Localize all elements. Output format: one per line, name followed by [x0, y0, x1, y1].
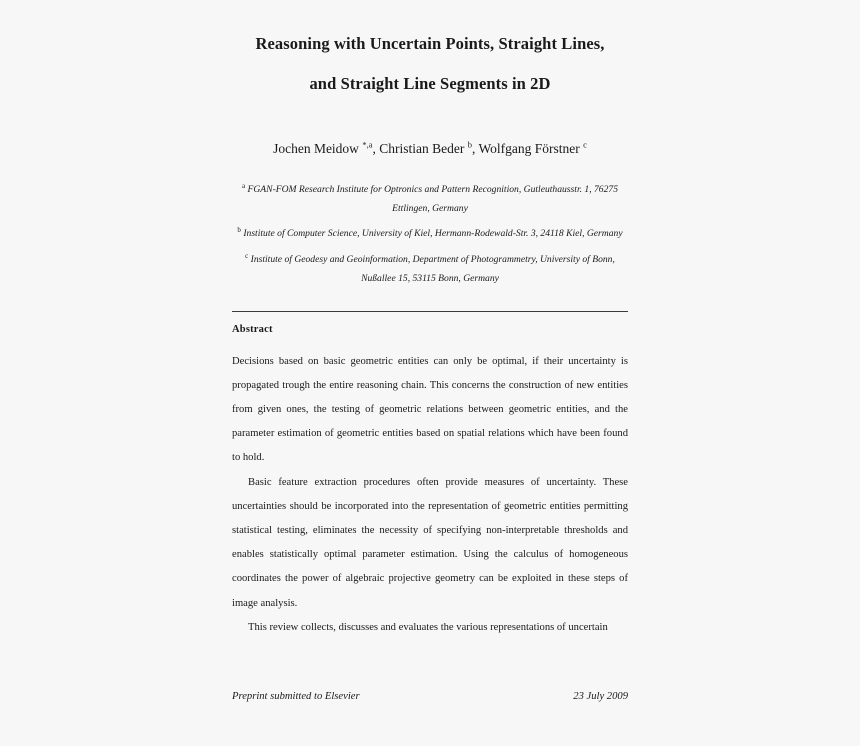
author-name: Jochen Meidow	[273, 141, 359, 156]
affiliation-b	[232, 225, 628, 244]
abstract-paragraph-2: Basic feature extraction procedures often provide measures of uncertainty. These uncertainties should be incorporated into the representation of geometric entities permitting statistical testing, eliminates the necessity of specifying non-interpretable thresholds and enables statistically optimal parameter estimation. Using the calculus of homogeneous coordinates the power of algebraic projective geometry can be exploited in these steps of image analysis.	[232, 476, 628, 609]
abstract-divider	[232, 311, 628, 312]
author-marks: *,a	[362, 139, 373, 150]
title-line-2: and Straight Line Segments in 2D	[309, 73, 551, 93]
author-list	[232, 141, 628, 157]
affiliation-a	[232, 181, 628, 218]
abstract-paragraph-3: This review collects, discusses and evaluates the various representations of uncertain	[248, 621, 608, 633]
affiliation-list	[232, 181, 628, 289]
author-name: Christian Beder	[379, 141, 465, 156]
affiliation-text: FGAN-FOM Research Institute for Optronics and Pattern Recognition, Gutleuthausstr. 1, 76275 Ettlingen, Germany	[247, 184, 618, 214]
page-footer	[232, 691, 628, 702]
author-marks: b	[467, 139, 472, 150]
affiliation-mark: b	[237, 226, 241, 235]
affiliation-text: Institute of Computer Science, University of Kiel, Hermann-Rodewald-Str. 3, 24118 Kiel, Germany	[243, 228, 623, 240]
author-entry	[478, 141, 586, 156]
abstract-body	[232, 350, 628, 640]
footer-right-date: 23 July 2009	[573, 691, 628, 702]
affiliation-c	[232, 251, 628, 288]
author-separator: ,	[471, 141, 479, 156]
author-marks: c	[583, 139, 587, 150]
affiliation-mark: a	[242, 181, 246, 190]
abstract-paragraph-1: Decisions based on basic geometric entities can only be optimal, if their uncertainty is propagated trough the entire reasoning chain. This concerns the construction of new entities from given ones, the testing of geometric relations between geometric entities, and the parameter estimation of geometric entities based on spatial relations which have been found to hold.	[232, 355, 628, 464]
author-separator: ,	[372, 141, 380, 156]
page-title	[232, 36, 628, 92]
title-line-1: Reasoning with Uncertain Points, Straight Lines,	[255, 34, 605, 53]
affiliation-text: Institute of Geodesy and Geoinformation, Department of Photogrammetry, University of Bonn, Nußallee 15, 53115 Bonn, Germany	[250, 254, 615, 284]
affiliation-mark: c	[245, 251, 249, 260]
author-name: Wolfgang Förstner	[478, 141, 580, 156]
author-entry	[273, 141, 379, 156]
page-content	[232, 0, 628, 640]
abstract-heading: Abstract	[232, 323, 273, 335]
footer-left-text: Preprint submitted to Elsevier	[232, 691, 360, 702]
author-entry	[379, 141, 478, 156]
